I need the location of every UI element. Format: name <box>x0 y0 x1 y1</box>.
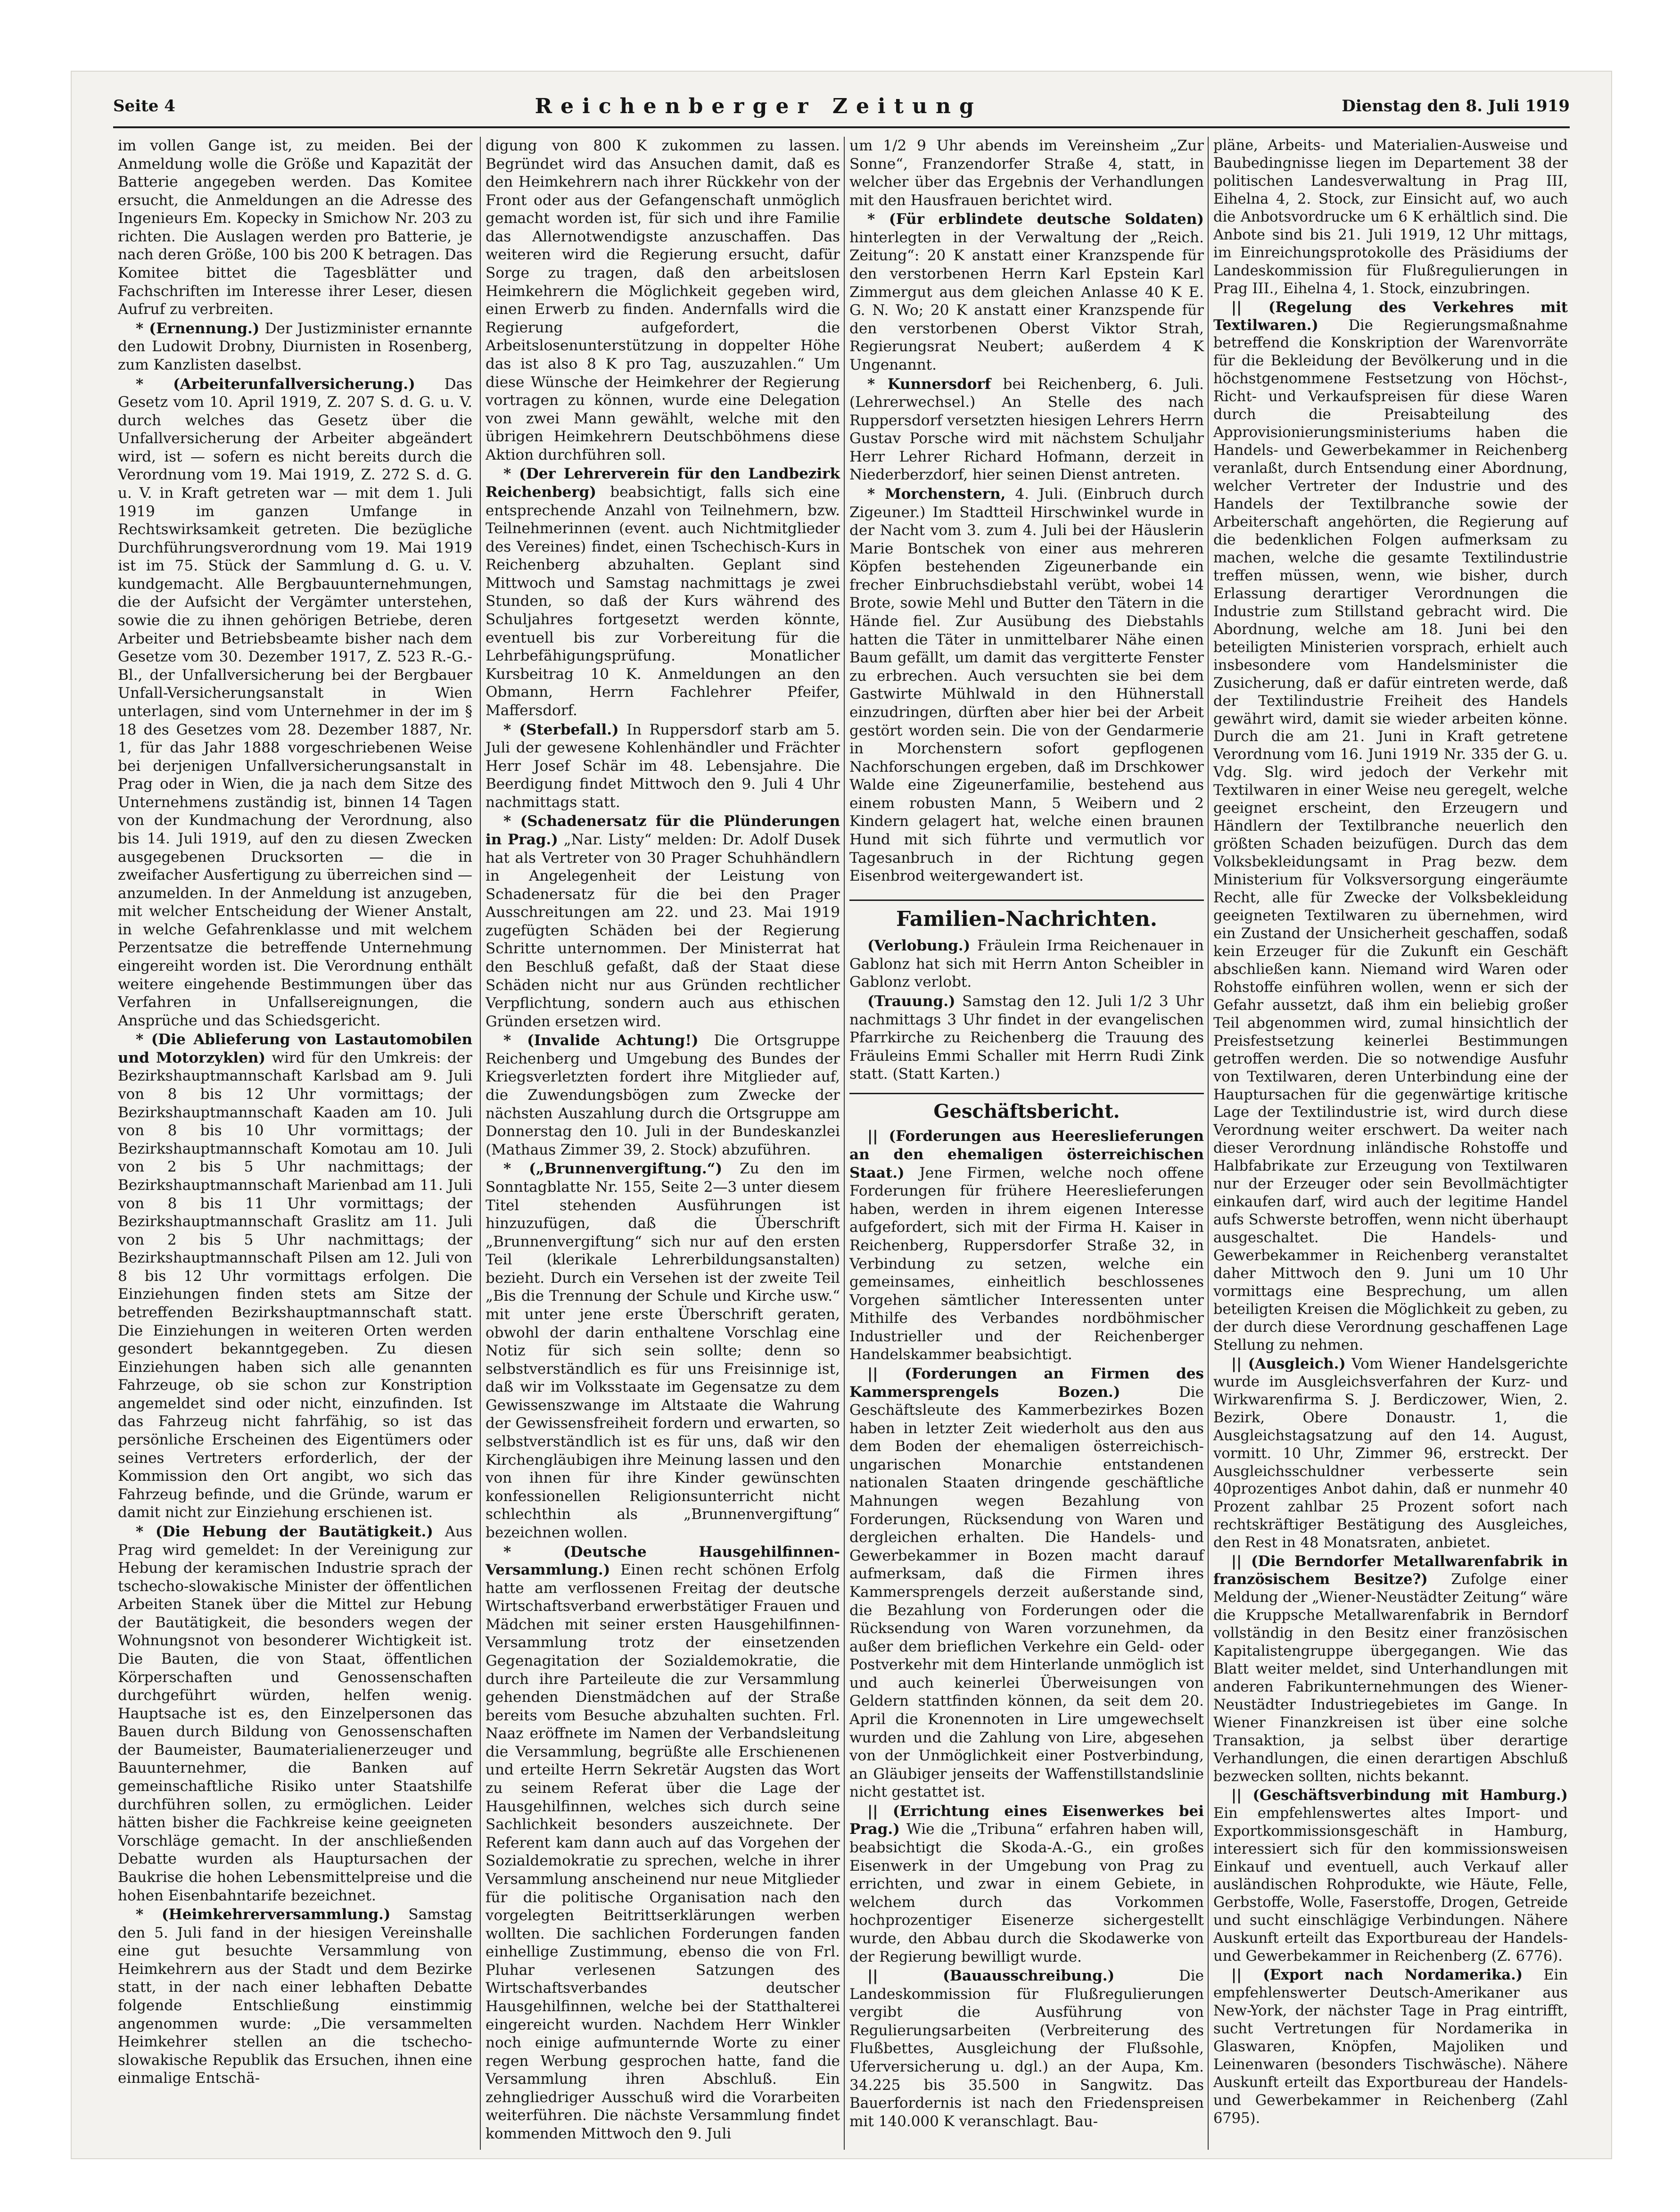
article-heading: (Trauung.) <box>867 993 955 1010</box>
column-1 <box>118 137 472 2088</box>
business-report <box>849 1127 1204 2130</box>
article-text: beabsichtigt, falls sich eine entsprechende Anzahl von Teilnehmern, bzw. Teilnehmerinnen (event. auch Nichtmitglieder des Vereines) findet, einen Tschechisch-Kurs in Reichenberg abzuhalten. Geplant sind Mittwoch und Samstag nachmittags je zwei Stunden, so daß der Kurs während des Schuljahres fortgesetzt werden könnte, eventuell bis zur Vorbereitung für die Lehrbefähigungsprüfung. Monatlicher Kursbeitrag 10 K. Anmeldungen an den Obmann, Herrn Fachlehrer Pfeifer, Maffersdorf. <box>486 483 840 719</box>
article-paragraph <box>118 1031 472 1522</box>
article-text: 4. Juli. (Einbruch durch Zigeuner.) Im Stadtteil Hirschwinkel wurde in der Nacht vom 3. zum 4. Juli bei der Häuslerin Marie Bontschek von einer aus mehreren Köpfen bestehenden Zigeunerbande ein frecher Einbruchsdiebstahl verübt, wobei 14 Brote, sowie Mehl und Butter den Tätern in die Hände fiel. Zur Ausübung des Diebstahls hatten die Täter in unmittelbarer Nähe einen Baum gefällt, um damit das vergitterte Fenster zu erbrechen. Auch versuchten sie bei dem Gastwirte Mühlwald in den Hühnerstall einzudringen, dürften aber hier bei der Arbeit gestört worden sein. Die von der Gendarmerie in Morchenstern sofort gepflogenen Nachforschungen ergeben, daß im Drschkower Walde eine Zigeunerfamilie, bestehend aus einem robusten Mann, 5 Weibern und 2 Kindern gelagert hat, welche einen braunen Hund mit sich führte und vermutlich vor Tagesanbruch in der Richtung gegen Eisenbrod weitergewandert ist. <box>849 485 1204 885</box>
article-heading: || (Die Berndorfer Metallwarenfabrik in französischem Besitze?) <box>1213 1553 1568 1588</box>
article-text: bei Reichenberg, 6. Juli. (Lehrerwechsel.) An Stelle des nach Ruppersdorf versetzten hiesigen Lehrers Herrn Gustav Porsche wird mit nächstem Schuljahr Herr Lehrer Richard Hofmann, derzeit in Niederberzdorf, hier seinen Dienst antreten. <box>849 375 1204 484</box>
header-rule <box>113 126 1570 128</box>
article-paragraph <box>849 485 1204 885</box>
column-4 <box>1213 137 1568 2129</box>
column-divider <box>1208 137 1209 2150</box>
article-heading: * (Sterbefall.) <box>503 721 619 738</box>
column-3 <box>849 137 1204 2131</box>
page-header <box>113 90 1570 123</box>
article-heading: * (Die Ablieferung von Lastautomobilen und Motorzyklen) <box>118 1031 472 1066</box>
article-text: Der Justizminister ernannte den Ludowit Drobny, Diurnisten in Rosenberg, zum Kanzlisten daselbst. <box>118 320 472 373</box>
issue-date: Dienstag den 8. Juli 1919 <box>1342 97 1570 116</box>
article-paragraph <box>118 137 472 319</box>
article-text: Fräulein Irma Reichenauer in Gablonz hat sich mit Herrn Anton Scheibler in Gablonz verlobt. <box>849 937 1204 991</box>
article-paragraph <box>118 1906 472 2088</box>
article-heading: || (Regelung des Verkehres mit Textilwaren.) <box>1213 298 1568 334</box>
article-text: Die Geschäftsleute des Kammerbezirkes Bozen haben in letzter Zeit wiederholt aus den aus dem Boden der ehemaligen österreichisch-ungarischen Monarchie entstandenen nationalen Staaten dringende geschäftliche Mahnungen wegen Bezahlung von Forderungen, Rücksendung von Waren und dergleichen erhalten. Die Handels- und Gewerbekammer in Bozen macht darauf aufmerksam, daß die Firmen ihres Kammersprengels derzeit außerstande sind, die Bezahlung von Forderungen oder die Rücksendung von Waren vorzunehmen, da außer dem brieflichen Verkehre ein Geld- oder Postverkehr mit dem Hinterlande unmöglich ist und auch keinerlei Überweisungen von Geldern stattfinden können, da seit dem 20. April die Kronennoten in Lire umgewechselt wurden und die Zahlung von Lire, abgesehen von der Unmöglichkeit einer Postverbindung, an Gläubiger jenseits der Waffenstillstandslinie nicht gestattet ist. <box>849 1383 1204 1801</box>
article-paragraph <box>849 992 1204 1083</box>
article-heading: * Kunnersdorf <box>867 375 991 393</box>
article-text: Die Ortsgruppe Reichenberg und Umgebung des Bundes der Kriegsverletzten fordert ihre Mitglieder auf, die Zuwendungsbögen zum Zwecke der nächsten Auszahlung durch die Ortsgruppe am Donnerstag den 10. Juli in der Bundeskanzlei (Mathaus Zimmer 39, 2. Stock) abzuführen. <box>486 1032 840 1158</box>
article-heading: || (Geschäftsverbindung mit Hamburg.) <box>1231 1786 1568 1804</box>
article-text: Das Gesetz vom 10. April 1919, Z. 207 S. d. G. u. V. durch welches das Gesetz über die Unfallversicherung der Arbeiter abgeändert wird, ist — sofern es nicht bereits durch die Verordnung vom 19. Mai 1919, Z. 272 S. d. G. u. V. in Kraft getreten war — mit dem 1. Juli 1919 im ganzen Umfange in Rechtswirksamkeit getreten. Die bezügliche Durchführungsverordnung vom 19. Mai 1919 ist im 75. Stück der Sammlung d. G. u. V. kundgemacht. Alle Bergbauunternehmungen, die der Aufsicht der Vergämter unterstehen, sowie die zu ihnen gehörigen Betriebe, deren Arbeiter und Betriebsbeamte bisher nach dem Gesetze vom 30. Dezember 1917, Z. 523 R.-G.-Bl., der Unfallversicherung bei der Bergbauer Unfall-Versicherungsanstalt in Wien unterlagen, sind vom Unternehmer in der im § 18 des Gesetzes vom 28. Dezember 1887, Nr. 1, für das Jahr 1888 vorgeschriebenen Weise bei derjenigen Unfallversicherungsanstalt in Prag oder in Wien, die ja nach dem Sitze des Unternehmens zuständig ist, binnen 14 Tagen von der Kundmachung der Verordnung, also bis 14. Juli 1919, auf den zu diesen Zwecken ausgegebenen Drucksorten — die in zweifacher Ausfertigung zu überreichen sind — anzumelden. In der Anmeldung ist anzugeben, mit welcher Entscheidung der Wiener Anstalt, in welche Gefahrenklasse und mit welchem Perzentsatze die betreffende Unternehmung eingereiht worden ist. Die Verordnung enthält weitere eingehende Bestimmungen über das Verfahren in Unfallsereignungen, die Ansprüche und das Schiedsgericht. <box>118 375 472 1029</box>
family-news-heading: Familien-Nachrichten. <box>849 900 1204 929</box>
article-paragraph <box>486 1160 840 1542</box>
article-text: pläne, Arbeits- und Materialien-Ausweise und Baubedingnisse liegen im Departement 38 der politischen Landesverwaltung in Prag III, Eihelna 4, 2. Stock, zur Einsicht auf, wo auch die Anbotsvordrucke um 6 K erhältlich sind. Die Anbote sind bis 21. Juli 1919, 12 Uhr mittags, im Einreichungsprotokolle des Präsidiums der Landeskommission für Flußregulierungen in Prag III., Eihelna 4, 1. Stock, einzubringen. <box>1213 137 1568 297</box>
article-text: Ein empfehlenswertes altes Import- und Exportkommissionsgeschäft in Hamburg, interessiert sich für den kommissionsweisen Einkauf und eventuell, auch Verkauf aller ausländischen Rohprodukte, wie Häute, Felle, Gerbstoffe, Wolle, Faserstoffe, Drogen, Getreide und sucht einschlägige Verbindungen. Nähere Auskunft erteilt das Exportbureau der Handels- und Gewerbekammer in Reichenberg (Z. 6776). <box>1213 1805 1568 1965</box>
article-paragraph <box>1213 1553 1568 1785</box>
column-divider <box>844 137 845 2150</box>
article-text: „Nar. Listy“ melden: Dr. Adolf Dusek hat als Vertreter von 30 Prager Schuhhändlern in Angelegenheit der Leistung von Schadenersatz für die bei den Prager Ausschreitungen am 22. und 23. Mai 1919 zugefügten Schäden bei der Regierung Schritte unternommen. Der Ministerrat hat den Beschluß gefaßt, daß der Staat diese Schäden nicht nur aus Gründen rechtlicher Verpflichtung, sondern auch aus ethischen Gründen ersetzen wird. <box>486 831 840 1030</box>
article-text: Jene Firmen, welche noch offene Forderungen für frühere Heereslieferungen haben, werden in ihrem eigenen Interesse aufgefordert, sich mit der Firma H. Kaiser in Reichenberg, Ruppersdorfer Straße 32, in Verbindung zu setzen, welche ein gemeinsames, einheitlich beschlossenes Vorgehen sämtlicher Interessenten unter Mithilfe des Verbandes nordböhmischer Industrieller und der Reichenberger Handelskammer beabsichtigt. <box>849 1164 1204 1363</box>
article-heading: || (Forderungen an Firmen des Kammersprengels Bozen.) <box>849 1365 1204 1401</box>
article-text: um 1/2 9 Uhr abends im Vereinsheim „Zur Sonne“, Franzendorfer Straße 4, statt, in welcher über das Ergebnis der Verhandlungen mit den Hausfrauen berichtet wird. <box>849 137 1204 209</box>
article-paragraph <box>849 1802 1204 1966</box>
article-heading: * („Brunnenvergiftung.“) <box>503 1160 723 1178</box>
article-paragraph <box>118 375 472 1030</box>
article-paragraph <box>486 1032 840 1159</box>
article-text: Die Landeskommission für Flußregulierungen vergibt die Ausführung von Regulierungsarbeiten (Verbreiterung des Flußbettes, Ausgleichung der Flußsohle, Uferversicherung u. dgl.) an der Aupa, Km. 34.225 bis 35.500 in Sangwitz. Das Bauerfordernis ist nach den Friedenspreisen mit 140.000 K veranschlagt. Bau- <box>849 1967 1204 2130</box>
article-heading: || (Errichtung eines Eisenwerkes bei Prag.) <box>849 1802 1204 1838</box>
article-heading: * (Invalide Achtung!) <box>503 1032 699 1049</box>
article-paragraph <box>486 812 840 1031</box>
article-heading: (Verlobung.) <box>867 937 971 955</box>
article-paragraph <box>486 137 840 464</box>
article-text: Samstag den 5. Juli fand in der hiesigen Vereinshalle eine gut besuchte Versammlung von Heimkehrern aus der Stadt und dem Bezirke statt, in der nach einer lebhaften Debatte folgende Entschließung einstimmig angenommen wurde: „Die versammelten Heimkehrer stellen an die tschecho-slowakische Republik das Ersuchen, ihnen eine einmalige Entschä- <box>118 1906 473 2087</box>
article-heading: || (Forderungen aus Heereslieferungen an den ehemaligen österreichischen Staat.) <box>849 1128 1204 1181</box>
article-heading: * Morchenstern, <box>867 485 1006 503</box>
article-heading: || (Ausgleich.) <box>1231 1355 1346 1372</box>
article-paragraph <box>849 210 1204 374</box>
newspaper-title: Reichenberger Zeitung <box>535 94 982 118</box>
article-text: Einen recht schönen Erfolg hatte am verflossenen Freitag der deutsche Wirtschaftsverband erwerbstätiger Frauen und Mädchen mit seiner ersten Hausgehilfinnen-Versammlung trotz der einsetzenden Gegenagitation der Sozialdemokratie, die durch ihre Parteileute die zur Versammlung gehenden Dienstmädchen auf der Straße bereits vom Besuche abzuhalten suchten. Frl. Naaz eröffnete im Namen der Verbandsleitung die Versammlung, begrüßte alle Erschienenen und erteilte Herrn Sekretär Augsten das Wort zu seinem Referat über die Lage der Hausgehilfinnen, welches sich durch seine Sachlichkeit besonders auszeichnete. Der Referent kam dann auch auf das Vorgehen der Sozialdemokratie zu sprechen, welche in ihrer Versammlung anscheinend nur neue Mitglieder für die politische Organisation nach den vorgelegten Beitrittserklärungen werben wollten. Die sachlichen Forderungen fanden einhellige Zustimmung, ebenso die von Frl. Pluhar verlesenen Satzungen des Wirtschaftsverbandes deutscher Hausgehilfinnen, welche bei der Statthalterei eingereicht wurden. Nachdem Herr Winkler noch einige aufmunternde Worte zu einer regen Werbung gesprochen hatte, fand die Versammlung ihren Abschluß. Ein zehngliedriger Ausschuß wird die Vorarbeiten weiterführen. Die nächste Versammlung findet kommenden Mittwoch den 9. Juli <box>486 1561 840 2143</box>
article-text: wird für den Umkreis: der Bezirkshauptmannschaft Karlsbad am 9. Juli von 8 bis 12 Uhr vormittags; der Bezirkshauptmannschaft Kaaden am 10. Juli von 8 bis 10 Uhr vormittags; der Bezirkshauptmannschaft Komotau am 10. Juli von 2 bis 5 Uhr nachmittags; der Bezirkshauptmannschaft Marienbad am 11. Juli von 8 bis 11 Uhr vormittags; der Bezirkshauptmannschaft Graslitz am 11. Juli von 2 bis 5 Uhr nachmittags; der Bezirkshauptmannschaft Pilsen am 12. Juli von 8 bis 12 Uhr vormittags erfolgen. Die Einziehungen finden stets am Sitze der betreffenden Bezirkshauptmannschaft statt. Die Einziehungen in weiteren Orten werden gesondert bekanntgegeben. Zu diesen Einziehungen haben sich alle genannten Fahrzeuge, ob sie schon zur Konstription angemeldet sind oder nicht, einzufinden. Ist das Fahrzeug nicht fahrfähig, so ist das persönliche Erscheinen des Eigentümers oder seines Vertreters erforderlich, der der Kommission den Ort angibt, wo sich das Fahrzeug befinde, und die Gründe, warum er damit nicht zur Einziehung erschienen ist. <box>118 1049 473 1521</box>
article-text: Aus Prag wird gemeldet: In der Vereinigung zur Hebung der keramischen Industrie sprach der tschecho-slowakische Minister der öffentlichen Arbeiten Stanek über die Mittel zur Hebung der Bautätigkeit, die besonders wegen der Wohnungsnot von besonderer Wichtigkeit ist. Die Bauten, die von Staat, öffentlichen Körperschaften und Genossenschaften durchgeführt würden, helfen wenig. Hauptsache ist es, den Einzelpersonen das Bauen durch Bildung von Genossenschaften der Baumeister, Baumaterialienerzeuger und Bauunternehmer, die Banken auf gemeinschaftliche Risiko unter Staatshilfe durchführen sollen, zu ermöglichen. Leider hätten bisher die Fachkreise keine geeigneten Vorschläge gemacht. In der anschließenden Debatte wurden als Hauptursachen der Baukrise die hohen Lebensmittelpreise und die hohen Eisenbahntarife bezeichnet. <box>118 1523 472 1904</box>
article-text: Vom Wiener Handelsgerichte wurde im Ausgleichsverfahren der Kurz- und Wirkwarenfirma S. J. Berdiczower, Wien, 2. Bezirk, Obere Donaustr. 1, die Ausgleichstagsatzung auf den 14. August, vormitt. 10 Uhr, Zimmer 96, erstreckt. Der Ausgleichsschuldner verbesserte sein 40prozentiges Anbot dahin, daß er nunmehr 40 Prozent zahlbar 25 Prozent sofort nach rechtskräftiger Bestätigung des Ausgleiches, den Rest in 48 Monatsraten, anbietet. <box>1213 1355 1568 1552</box>
article-paragraph <box>1213 299 1568 1354</box>
article-heading: * (Schadenersatz für die Plünderungen in Prag.) <box>486 813 840 848</box>
article-text: hinterlegten in der Verwaltung der „Reich. Zeitung“: 20 K anstatt einer Kranzspende für den verstorbenen Herrn Karl Epstein Karl Zimmergut aus dem gleichen Anlasse 40 K E. G. N. Wo; 20 K anstatt einer Kranzspende für den verstorbenen Oberst Viktor Strah, Regierungsrat Neubert; außerdem 4 K Ungenannt. <box>849 229 1204 373</box>
article-text: digung von 800 K zukommen zu lassen. Begründet wird das Ansuchen damit, daß es den Heimkehrern nach ihrer Rückkehr von der Front oder aus der Gefangenschaft unmöglich gemacht worden ist, für sich und ihre Familie das Allernotwendigste anzuschaffen. Das weiteren wird die Regierung ersucht, dafür Sorge zu tragen, daß den arbeitslosen Heimkehrern die Möglichkeit gegeben wird, einen Erwerb zu finden. Andernfalls wird die Regierung aufgefordert, die Arbeitslosenunterstützung in doppelter Höhe das ist also 8 K pro Tag, auszuzahlen.“ Um diese Wünsche der Heimkehrer der Regierung vortragen zu können, wurde eine Delegation von zwei Mann gewählt, welche mit den übrigen Heimkehrern Deutschböhmens diese Aktion durchführen soll. <box>486 137 840 463</box>
local-news <box>849 137 1204 885</box>
article-paragraph <box>1213 1355 1568 1552</box>
article-paragraph <box>849 1967 1204 2130</box>
article-heading: || (Export nach Nordamerika.) <box>1231 1966 1523 1984</box>
article-text: Wie die „Tribuna“ erfahren haben will, beabsichtigt die Skoda-A.-G., ein großes Eisenwerk in der Umgebung von Prag zu errichten, und zwar in einem Gebiete, in welchem durch das Vorkommen hochprozentiger Eisenerze sichergestellt wurde, den Abbau durch die Skodawerke von der Regierung bewilligt wurde. <box>849 1821 1204 1965</box>
article-paragraph <box>849 937 1204 991</box>
column-divider <box>480 137 481 2150</box>
article-heading: * (Ernennung.) <box>136 320 260 337</box>
article-paragraph <box>118 1523 472 1905</box>
article-text: Samstag den 12. Juli 1/2 3 Uhr nachmittags 3 Uhr findet in der evangelischen Pfarrkirche zu Reichenberg die Trauung des Fräuleins Emmi Schaller mit Herrn Rudi Zink statt. (Statt Karten.) <box>849 993 1204 1083</box>
article-text: Zu den im Sonntagblatte Nr. 155, Seite 2—3 unter diesem Titel stehenden Ausführungen ist hinzuzufügen, daß die Überschrift „Brunnenvergiftung“ sich nur auf den ersten Teil (klerikale Lehrerbildungsanstalten) bezieht. Durch ein Versehen ist der zweite Teil „Bis die Trennung der Schule und Kirche usw.“ mit unter jene erste Überschrift geraten, obwohl der darin enthaltene Vorschlag eine Notiz für sich sein sollte; denn so selbstverständlich es für uns Freisinnige ist, daß wir im Volksstaate im Gegensatze zu dem Gewissenszwange im Altstaate die Wahrung der Gewissensfreiheit fordern und erwarten, so selbstverständlich ist es für uns, daß wir den Kirchengläubigen ihre Meinung lassen und den von ihnen für ihre Kinder gewünschten konfessionellen Religionsunterricht nicht schlechthin als „Brunnenvergiftung“ bezeichnen wollen. <box>486 1160 840 1541</box>
article-paragraph <box>1213 1966 1568 2128</box>
article-heading: * (Arbeiterunfallversicherung.) <box>136 375 415 393</box>
article-text: Die Regierungsmaßnahme betreffend die Konskription der Warenvorräte für die Bekleidung der Bevölkerung und in die höchstgenommene Festsetzung von Höchst-, Richt- und Verkaufspreisen für diese Waren durch die Preisabteilung des Approvisionierungsministeriums haben die Handels- und Gewerbekammer in Reichenberg veranlaßt, durch Entsendung einer Abordnung, welcher Vertreter der Industrie und des Handels der Textilbranche sowie der Arbeiterschaft angehörten, die Regierung auf die bedenklichen Folgen aufmerksam zu machen, welche die gesamte Textilindustrie treffen müssen, wenn, wie bisher, durch Erlassung derartiger Verordnungen die Industrie zum Stillstand gebracht wird. Die Abordnung, welche am 18. Juni bei den beteiligten Ministerien vorsprach, erhielt auch insbesondere vom Handelsminister die Zusicherung, daß er dafür eintreten werde, daß der Textilindustrie Freiheit des Handels gewährt wird, damit sie wieder arbeiten könne. Durch die am 21. Juni in Kraft getretene Verordnung vom 16. Juni 1919 Nr. 335 der G. u. Vdg. Slg. wird jedoch der Verkehr mit Textilwaren in einer Weise neu geregelt, welche geeignet erscheint, den Erzeugern und Händlern der Textilbranche neuerlich den größten Schaden beizufügen. Durch das dem Volksbekleidungsamt in Prag bezw. dem Ministerium für Volksversorgung eingeräumte Recht, alle für Zwecke der Volksbekleidung geeigneten Textilwaren zu übernehmen, wird ein Zustand der Unsicherheit geschaffen, sodaß kein Erzeuger für die Zukunft ein Geschäft abschließen kann. Niemand wird Waren oder Rohstoffe einführen wollen, wenn er sich der Gefahr aussetzt, daß ihm ein beliebig großer Teil abgenommen wird, zumal hinsichtlich der Preisfestsetzung keinerlei Bestimmungen getroffen werden. Die so notwendige Ausfuhr von Textilwaren, deren Unterbindung eine der Hauptursachen für die gegenwärtige kritische Lage der Textilindustrie ist, wird durch diese Verordnung weiter erschwert. Da weiter nach dieser Verordnung inländische Rohstoffe und Halbfabrikate zur Erzeugung von Textilwaren nur der Erzeuger oder sein Bevollmächtigter einkaufen darf, wird auch der legitime Handel aufs Schwerste betroffen, wenn nicht überhaupt ausgeschaltet. Die Handels- und Gewerbekammer in Reichenberg veranstaltet daher Mittwoch den 9. Juni um 10 Uhr vormittags eine Besprechung, um allen beteiligten Kreisen die Möglichkeit zu geben, zu der durch diese Verordnung geschaffenen Lage Stellung zu nehmen. <box>1213 317 1568 1354</box>
article-heading: || (Bauausschreibung.) <box>867 1967 1115 1985</box>
article-paragraph <box>849 1365 1204 1801</box>
article-paragraph <box>849 375 1204 484</box>
article-paragraph <box>486 465 840 719</box>
article-paragraph <box>849 137 1204 209</box>
article-heading: * (Für erblindete deutsche Soldaten) <box>867 211 1204 228</box>
column-2 <box>486 137 840 2144</box>
family-news <box>849 937 1204 1083</box>
article-paragraph <box>486 721 840 812</box>
article-text: Ein empfehlenswerter Deutsch-Amerikaner aus New-York, der nächster Tage in Prag eintrifft, sucht Vertretungen für Nordamerika in Glaswaren, Knöpfen, Majoliken und Leinenwaren (besonders Tischwäsche). Nähere Auskunft erteilt das Exportbureau der Handels- und Gewerbekammer in Reichenberg (Zahl 6795). <box>1213 1967 1568 2127</box>
article-paragraph <box>486 1543 840 2143</box>
article-paragraph <box>849 1127 1204 1364</box>
article-text: Zufolge einer Meldung der „Wiener-Neustädter Zeitung“ wäre die Kruppsche Metallwarenfabrik in Berndorf vollständig in den Besitz einer französischen Kapitalistengruppe übergegangen. Wie das Blatt weiter meldet, sind Unterhandlungen mit anderen Fabrikunternehmungen des Wiener-Neustädter Industriegebietes im Gange. In Wiener Finanzkreisen ist über eine solche Transaktion, ja selbst über derartige Verhandlungen, die einen derartigen Abschluß bezwecken sollten, nichts bekannt. <box>1213 1571 1568 1785</box>
article-text: im vollen Gange ist, zu meiden. Bei der Anmeldung wolle die Größe und Kapazität der Batterie angegeben werden. Das Komitee ersucht, die Anmeldungen an die Adresse des Ingenieurs Em. Kopecky in Smichow Nr. 203 zu richten. Die Auslagen werden pro Batterie, je nach deren Größe, 100 bis 200 K betragen. Das Komitee bittet die Tagesblätter und Fachschriften im Interesse ihrer Leser, diesen Aufruf zu verbreiten. <box>118 137 472 318</box>
page-number: Seite 4 <box>113 97 175 116</box>
article-paragraph <box>1213 137 1568 298</box>
business-report-heading: Geschäftsbericht. <box>849 1093 1204 1121</box>
article-heading: * (Der Lehrerverein für den Landbezirk Reichenberg) <box>486 465 840 501</box>
article-paragraph <box>1213 1787 1568 1966</box>
article-heading: * (Deutsche Hausgehilfinnen-Versammlung.) <box>486 1543 840 1579</box>
article-paragraph <box>118 320 472 374</box>
article-text: In Ruppersdorf starb am 5. Juli der gewesene Kohlenhändler und Frächter Herr Josef Schär im 48. Lebensjahre. Die Beerdigung findet Mittwoch den 9. Juli 4 Uhr nachmittags statt. <box>486 721 840 811</box>
article-heading: * (Heimkehrerversammlung.) <box>136 1906 391 1923</box>
article-heading: * (Die Hebung der Bautätigkeit.) <box>136 1523 433 1540</box>
